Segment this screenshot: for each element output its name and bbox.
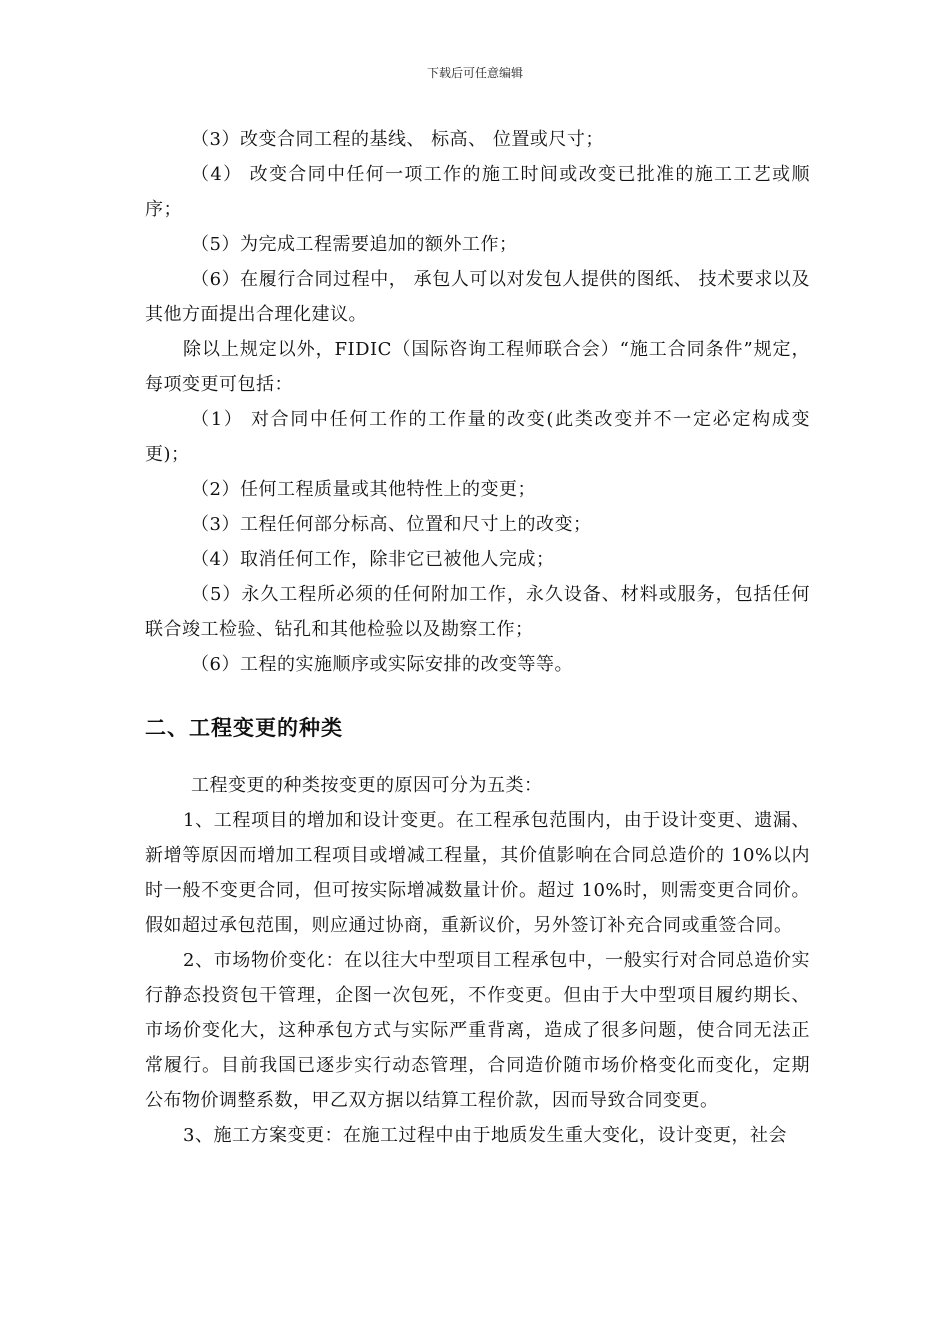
paragraph: 除以上规定以外，FIDIC（国际咨询工程师联合会）“施工合同条件”规定，每项变更可包括： (145, 339, 810, 395)
paragraph: （4） 改变合同中任何一项工作的施工时间或改变已批准的施工工艺或顺序； (145, 164, 810, 220)
paragraph: 2、市场物价变化：在以往大中型项目工程承包中，一般实行对合同总造价实行静态投资包干管理，企图一次包死，不作变更。但由于大中型项目履约期长、市场价变化大，这种承包方式与实际严重背离，造成了很多问题，使合同无法正常履行。目前我国已逐步实行动态管理，合同造价随市场价格变化而变化，定期公布物价调整系数，甲乙双方据以结算工程价款，因而导致合同变更。 (145, 950, 810, 1111)
clause-list (145, 122, 810, 682)
paragraph: （3）工程任何部分标高、位置和尺寸上的改变； (191, 514, 592, 535)
paragraph: （2）任何工程质量或其他特性上的变更； (191, 479, 536, 500)
paragraph: （4）取消任何工作，除非它已被他人完成； (191, 549, 555, 570)
document-body (145, 122, 810, 1153)
paragraph: （3）改变合同工程的基线、 标高、 位置或尺寸； (191, 129, 604, 150)
paragraph: （6）工程的实施顺序或实际安排的改变等等。 (191, 654, 573, 675)
paragraph: 3、施工方案变更：在施工过程中由于地质发生重大变化，设计变更，社会 (183, 1125, 787, 1146)
paragraph: （5）永久工程所必须的任何附加工作，永久设备、材料或服务，包括任何联合竣工检验、钻孔和其他检验以及勘察工作； (145, 584, 810, 640)
paragraph: 1、工程项目的增加和设计变更。在工程承包范围内，由于设计变更、遗漏、新增等原因而增加工程项目或增减工程量，其价值影响在合同总造价的 10%以内时一般不变更合同，但可按实际增减数量计价。超过 10%时，则需变更合同价。假如超过承包范围，则应通过协商，重新议价，另外签订补充合同或重签合同。 (145, 810, 810, 936)
paragraph: （5）为完成工程需要追加的额外工作； (191, 234, 518, 255)
section-body (145, 768, 810, 1153)
paragraph: （6）在履行合同过程中， 承包人可以对发包人提供的图纸、 技术要求以及其他方面提出合理化建议。 (145, 269, 810, 325)
paragraph: （1） 对合同中任何工作的工作量的改变(此类改变并不一定必定构成变更)； (145, 409, 810, 465)
paragraph: 工程变更的种类按变更的原因可分为五类： (191, 775, 543, 796)
page-header: 下载后可任意编辑 (426, 66, 523, 80)
section-heading: 二、工程变更的种类 (145, 716, 343, 740)
